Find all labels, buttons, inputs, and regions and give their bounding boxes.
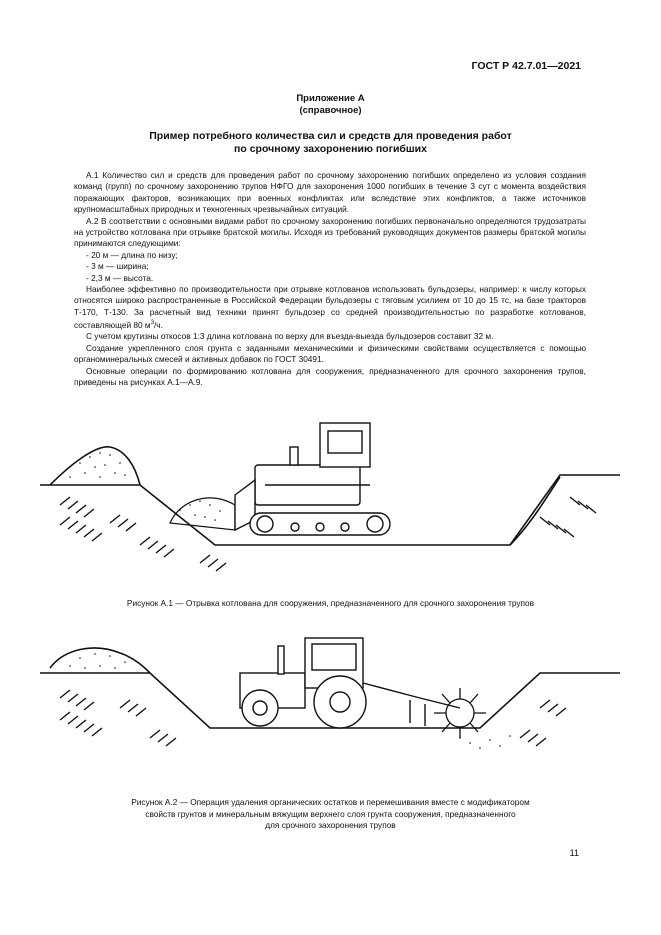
standard-code: ГОСТ Р 42.7.01—2021: [471, 60, 581, 72]
exhaust-pipe: [278, 646, 284, 674]
figure-a1-caption: Рисунок А.1 — Отрывка котлована для сооружения, предназначенного для срочного захоронения трупов: [126, 598, 535, 608]
paragraph-bulldozers-unit: /ч.: [153, 320, 163, 331]
paragraph-bulldozers-text: Наиболее эффективно по производительности при отрывке котлованов использовать бульдозеры, например: к числу которых относятся широко распространенные в Российской Федерации бульдозеры с тяговым усилием от 10 до 15 тс, на базе тракторов Т-170, Т-130. За расчетный вид техники принят бульдозер со средней производительностью по разработке котлованов, составляющей 80 м: [74, 284, 586, 331]
figure-a2-caption-line2: свойств грунтов и минеральным вяжущим верхнего слоя грунта сооружения, предназначенного: [145, 808, 516, 819]
paragraph-a2: А.2 В соответствии с основными видами работ по срочному захоронению погибших первоначально определяются трудозатраты на устройство котлована при отрывке братской могилы. Исходя из требований руководящих документов размеры братской могилы принимаются следующими:: [74, 215, 586, 249]
rotary-mixer: [434, 688, 486, 738]
left-spoil-mound: [50, 447, 140, 485]
paragraph-slopes: С учетом крутизны откосов 1:3 длина котлована по верху для въезда-выезда бульдозеров составит 32 м.: [86, 331, 494, 342]
paragraph-a1: А.1 Количество сил и средств для проведения работ по срочному захоронению погибших определено из условия создания команд (групп) по срочному захоронению трупов НФГО для захоронения 1000 погибших в течение 3 сут с момента воздействия поражающих факторов, возникающих при военных конфликтах или вследствие этих конфликтов, а также источников крупномасштабных природных и техногенных чрезвычайных ситуаций.: [74, 170, 586, 215]
figure-a2-caption-line1: Рисунок А.2 — Операция удаления органических остатков и перемешивания вместе с модификатором: [131, 797, 530, 807]
section-title-line2: по срочному захоронению погибших: [234, 143, 427, 155]
bulldozer: [235, 423, 390, 535]
list-item-length: - 20 м — длина по низу;: [86, 249, 178, 260]
list-item-width: - 3 м — ширина;: [86, 261, 149, 272]
paragraph-bulldozers: [74, 284, 586, 331]
figure-tractor-illustration: [40, 628, 620, 788]
paragraph-operations: Основные операции по формированию котлована для сооружения, предназначенного для срочного захоронения трупов, приведены на рисунках А.1—А.9.: [74, 365, 586, 388]
appendix-subtitle: (справочное): [299, 105, 362, 116]
cubic-superscript: 3: [150, 320, 154, 327]
hitch-arm: [363, 683, 460, 708]
page-number: 11: [569, 848, 579, 858]
appendix-title: Приложение А: [296, 93, 365, 104]
section-title: [0, 130, 661, 156]
exhaust-pipe: [290, 447, 298, 465]
body-text: [74, 170, 586, 388]
paragraph-soil-layer: Создание укрепленного слоя грунта с заданными механическими и физическими свойствами осуществляется с помощью органоминеральных смесей и активных добавок по ГОСТ 30491.: [74, 342, 586, 365]
left-spoil-mound: [50, 648, 150, 673]
section-title-line1: Пример потребного количества сил и средств для проведения работ: [149, 130, 512, 142]
appendix-heading: [0, 93, 661, 117]
figure-bulldozer-illustration: [40, 405, 620, 575]
figure-a2-caption-line3: для срочного захоронения трупов: [265, 820, 396, 830]
figure-a2-caption: [0, 797, 661, 832]
tractor: [240, 638, 460, 728]
list-item-height: - 2,3 м — высота.: [86, 272, 154, 283]
